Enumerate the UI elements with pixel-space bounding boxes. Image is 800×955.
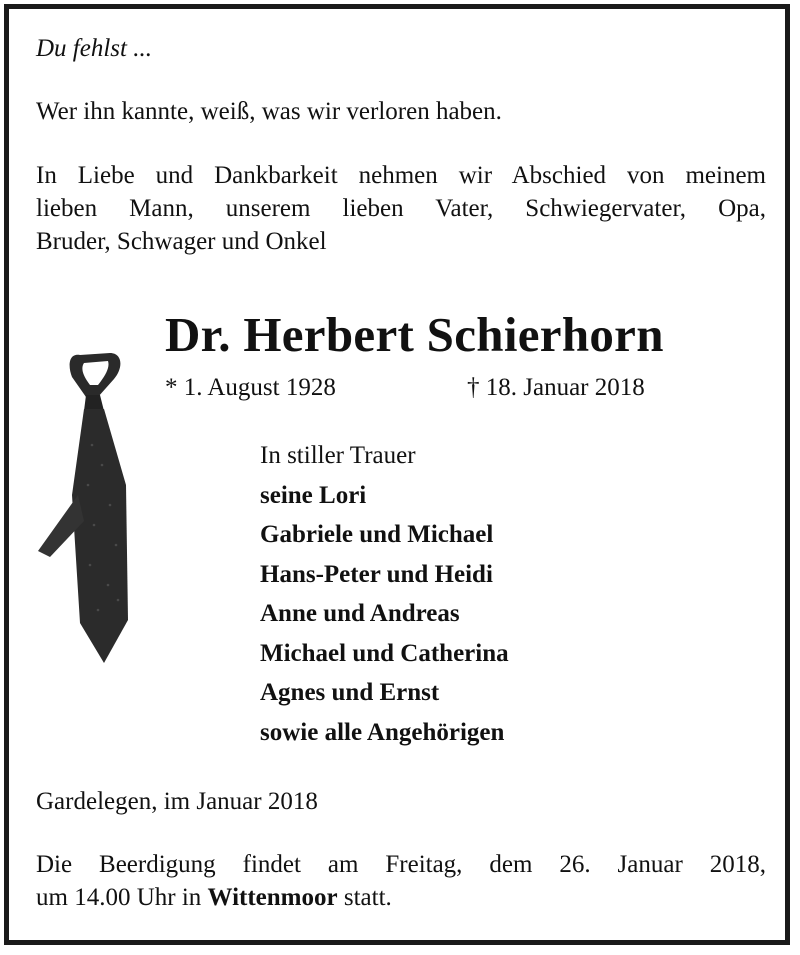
- farewell-line: lieben Mann, unserem lieben Vater, Schwiegervater, Opa,: [36, 195, 766, 222]
- mourner-name: Agnes und Ernst: [260, 679, 440, 706]
- birth-date: * 1. August 1928: [165, 374, 336, 401]
- farewell-line: In Liebe und Dankbarkeit nehmen wir Abschied von meinem: [36, 162, 766, 189]
- intro-quote: Du fehlst ...: [36, 35, 152, 62]
- funeral-end-text: statt.: [337, 884, 392, 911]
- lead-sentence: Wer ihn kannte, weiß, was wir verloren haben.: [36, 98, 502, 125]
- mourner-name: sowie alle Angehörigen: [260, 718, 505, 746]
- mourner-name: Anne und Andreas: [260, 600, 460, 627]
- place-date: Gardelegen, im Januar 2018: [36, 788, 318, 815]
- funeral-paragraph: [36, 848, 766, 914]
- funeral-time-text: um 14.00 Uhr in: [36, 884, 208, 911]
- mourner-name: Hans-Peter und Heidi: [260, 560, 493, 588]
- funeral-place: Wittenmoor: [207, 884, 338, 911]
- funeral-line: Die Beerdigung findet am Freitag, dem 26. Januar 2018,: [36, 851, 766, 878]
- mourners-block: [260, 436, 509, 752]
- death-date: † 18. Januar 2018: [467, 374, 645, 401]
- necktie-icon: [32, 345, 142, 670]
- farewell-paragraph: [36, 159, 766, 258]
- farewell-line: Bruder, Schwager und Onkel: [36, 228, 327, 255]
- funeral-line: [36, 881, 766, 914]
- mourner-name: Gabriele und Michael: [260, 521, 494, 548]
- mourning-heading: In stiller Trauer: [260, 442, 416, 469]
- deceased-name: Dr. Herbert Schierhorn: [165, 307, 664, 362]
- mourner-name: seine Lori: [260, 481, 367, 509]
- mourner-name: Michael und Catherina: [260, 639, 509, 667]
